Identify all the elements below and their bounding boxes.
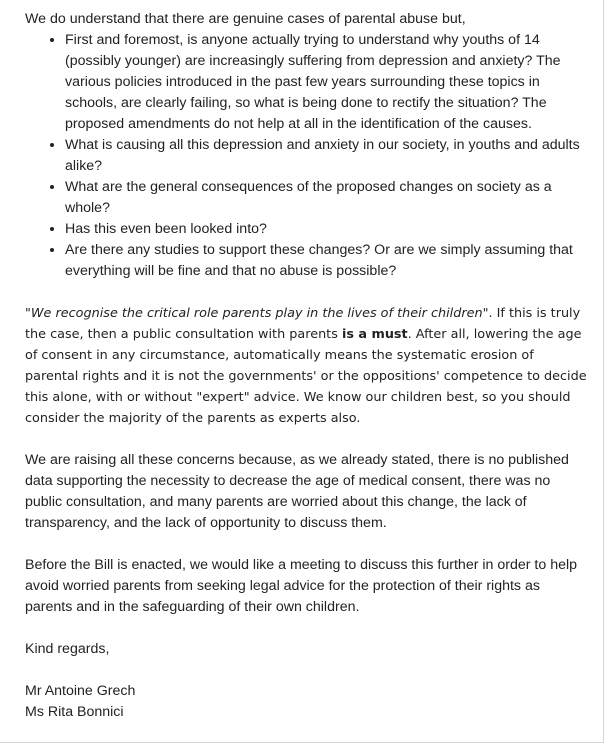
letter-body [25,9,587,723]
list-item: • What are the general consequences of the proposed changes on society as a whole? [65,177,587,219]
list-item: • What is causing all this depression and anxiety in our society, in youths and adults alike? [65,135,587,177]
meeting-paragraph: Before the Bill is enacted, we would like a meeting to discuss this further in order to help avoid worried parents from seeking legal advice for the protection of their rights as parents and in the safeguarding of their own children. [25,557,578,615]
signatory-name: Ms Rita Bonnici [25,704,124,720]
quote-continuation: ". If this is truly the case, then a public consultation with parents [25,306,581,342]
intro-line: We do understand that there are genuine cases of parental abuse but, [25,11,466,27]
quote-paragraph [25,303,587,429]
emphasis-text: is a must [341,327,408,342]
list-item: • Are there any studies to support these changes? Or are we simply assuming that everything will be fine and that no abuse is possible? [65,240,587,282]
question-list [25,30,587,282]
quote-paragraph-rest: . After all, lowering the age of consent in any circumstance, automatically means the systematic erosion of parental rights and it is not the governments' or the oppositions' competence to decide this alone, with or without "expert" advice. We know our children best, so you should consider the majority of the parents as experts also. [25,327,587,426]
closing-line: Kind regards, [25,641,110,657]
list-item: • First and foremost, is anyone actually trying to understand why youths of 14 (possibly younger) are increasingly suffering from depression and anxiety? The various policies introduced in the past few years surrounding these topics in schools, are clearly failing, so what is being done to rectify the situation? The proposed amendments do not help at all in the identification of the causes. [65,30,587,135]
concerns-paragraph: We are raising all these concerns because, as we already stated, there is no published data supporting the necessity to decrease the age of medical consent, there was no public consultation, and many parents are worried about this change, the lack of transparency, and the lack of opportunity to discuss them. [25,452,569,531]
list-item: • Has this even been looked into? [65,219,587,240]
signatory-name: Mr Antoine Grech [25,683,136,699]
quote-open-mark: " [25,306,31,321]
quoted-text: We recognise the critical role parents play in the lives of their children [30,306,483,321]
